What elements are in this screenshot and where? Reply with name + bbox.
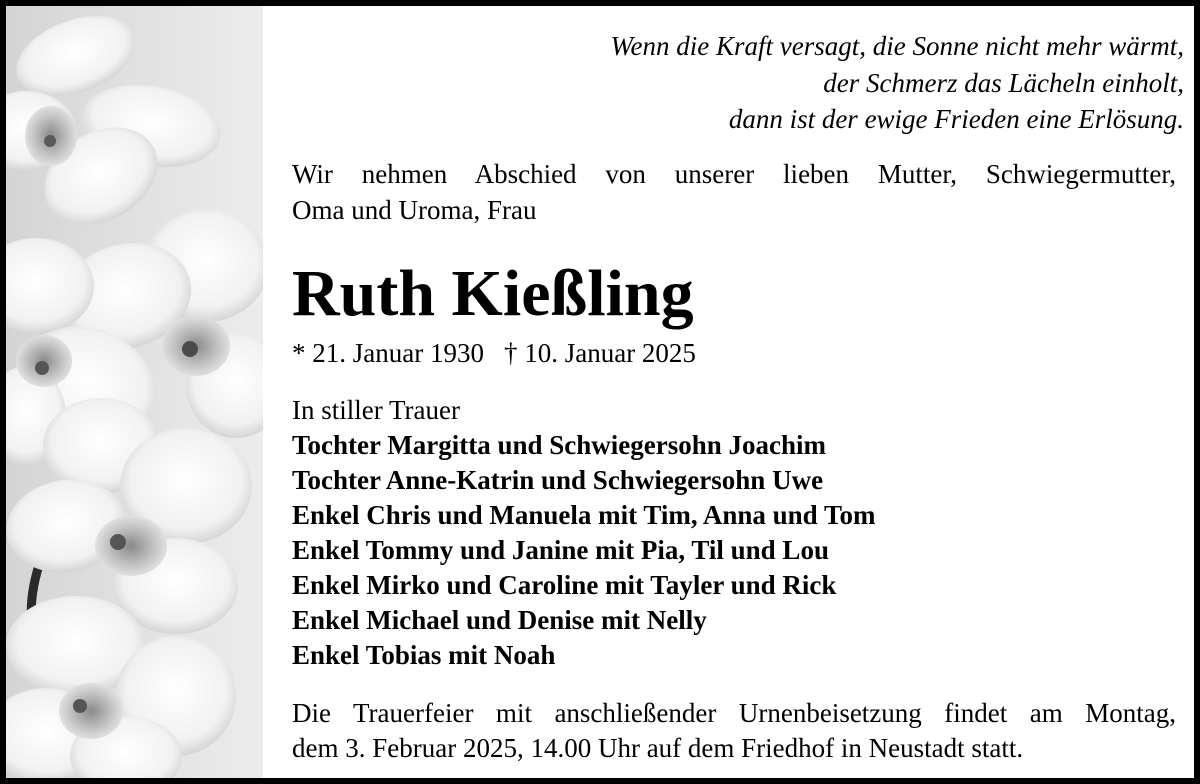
funeral-line: Die Trauerfeier mit anschließender Urnenbeisetzung findet am Montag, bbox=[292, 698, 1176, 728]
mourner-line: Enkel Chris und Manuela mit Tim, Anna und Tom bbox=[292, 500, 876, 530]
mourner-line: Enkel Michael und Denise mit Nelly bbox=[292, 605, 707, 635]
intro-text bbox=[292, 156, 1176, 228]
funeral-line: dem 3. Februar 2025, 14.00 Uhr auf dem Friedhof in Neustadt statt. bbox=[292, 733, 1024, 763]
mourning-lead: In stiller Trauer bbox=[292, 395, 460, 425]
poem-line: dann ist der ewige Frieden eine Erlösung. bbox=[728, 104, 1184, 134]
mourner-line: Tochter Anne-Katrin und Schwiegersohn Uwe bbox=[292, 465, 824, 495]
orchid-illustration bbox=[6, 6, 263, 778]
intro-line: Wir nehmen Abschied von unserer lieben Mutter, Schwiegermutter, bbox=[292, 159, 1176, 189]
mourners-list bbox=[292, 393, 875, 673]
mourner-line: Enkel Tommy und Janine mit Pia, Til und Lou bbox=[292, 535, 829, 565]
mourner-line: Enkel Mirko und Caroline mit Tayler und Rick bbox=[292, 570, 837, 600]
orchid-image bbox=[6, 6, 263, 778]
mourner-line: Enkel Tobias mit Noah bbox=[292, 640, 556, 670]
funeral-info bbox=[292, 696, 1176, 766]
poem bbox=[611, 28, 1184, 138]
poem-line: der Schmerz das Lächeln einholt, bbox=[823, 67, 1184, 98]
mourner-line: Tochter Margitta und Schwiegersohn Joachim bbox=[292, 430, 827, 460]
intro-line: Oma und Uroma, Frau bbox=[292, 195, 537, 225]
birth-date: * 21. Januar 1930 bbox=[292, 338, 484, 368]
life-dates bbox=[292, 335, 696, 371]
notice-text bbox=[292, 6, 1184, 778]
poem-line: Wenn die Kraft versagt, die Sonne nicht mehr wärmt, bbox=[610, 31, 1184, 61]
death-date: † 10. Januar 2025 bbox=[503, 338, 696, 368]
deceased-name: Ruth Kießling bbox=[292, 257, 694, 330]
